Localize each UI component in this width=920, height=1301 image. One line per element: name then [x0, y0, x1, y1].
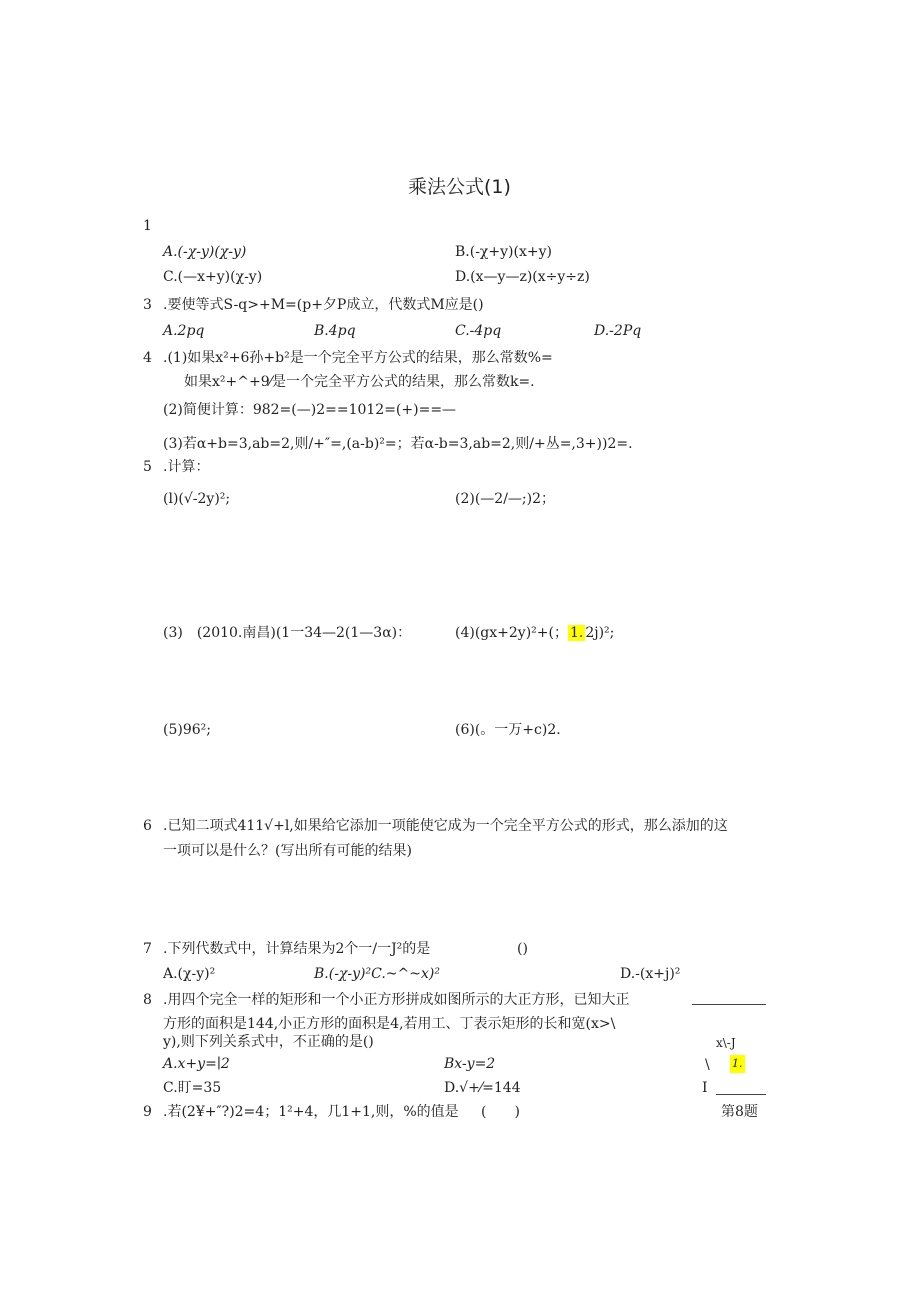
q9-stem: .若(2¥+″?)2=4；1²+4，几1+1,则，%的值是 [163, 1104, 459, 1120]
q5-part-5: (5)96²; [163, 722, 211, 738]
q7-answer-paren: () [517, 941, 528, 957]
q1-option-a: A.(-χ-y)(χ-y) [163, 244, 247, 260]
q5-part-4-pre: (4)(gx+2y)²+(； [455, 625, 568, 641]
q1-number: 1 [143, 218, 152, 234]
q4-line-1: .(1)如果x²+6孙+b²是一个完全平方公式的结果，那么常数%= [163, 350, 553, 366]
q5-part-1: (l)(√-2y)²; [163, 491, 231, 507]
q5-part-4 [455, 624, 614, 642]
q9-answer-paren: ( ) [481, 1104, 520, 1120]
q5-part-4-post: 2j)²; [585, 625, 615, 641]
q1-option-d: D.(x—y—z)(x÷y÷z) [455, 269, 590, 285]
q4-line-2: 如果x²+^+9⁄是一个完全平方公式的结果，那么常数k=. [184, 374, 535, 390]
figure-label-top: x\-J [716, 1036, 736, 1050]
q3-option-d: D.-2Pq [594, 323, 642, 339]
q1-option-b: B.(-χ+y)(x+y) [455, 244, 552, 260]
q3-stem: .要使等式S-q>+M=(p+夕P成立，代数式M应是() [163, 297, 484, 313]
q6-line-1: .已知二项式411√+l,如果给它添加一项能使它成为一个完全平方公式的形式，那么添加的这 [163, 818, 728, 834]
q7-option-d: D.-(x+j)² [620, 966, 681, 982]
q6-line-2: 一项可以是什么？(写出所有可能的结果) [163, 843, 412, 859]
q8-line-1: .用四个完全一样的矩形和一个小正方形拼成如图所示的大正方形，已知大正 [163, 992, 630, 1008]
q3-option-b: B.4pq [314, 323, 356, 339]
q3-option-a: A.2pq [163, 323, 205, 339]
figure-label-highlight: 1. [730, 1055, 745, 1073]
q5-number: 5 [143, 459, 152, 475]
q3-option-c: C.-4pq [455, 323, 502, 339]
q8-option-c: C.盯=35 [163, 1080, 222, 1096]
q3-number: 3 [143, 297, 152, 313]
q7-stem: .下列代数式中，计算结果为2个一/一J²的是 [163, 941, 431, 957]
q9-number: 9 [143, 1104, 152, 1120]
figure-label-mid: \ [705, 1057, 710, 1073]
q8-option-d: D.√+⁄=144 [444, 1080, 521, 1096]
q5-part-4-highlight: 1. [569, 625, 584, 641]
q1-option-c: C.(—x+y)(χ-y) [163, 269, 263, 285]
figure-bottom-edge [716, 1094, 766, 1095]
page-title: 乘法公式(1) [408, 176, 511, 198]
q5-part-3: (3) (2010.南昌)(1一34—2(1—3α)： [163, 625, 412, 641]
q8-option-a: A.x+y=∣2 [163, 1056, 230, 1072]
figure-label-bottom: I [702, 1080, 708, 1096]
q8-line-3: y),则下列关系式中，不正确的是() [163, 1034, 374, 1050]
q8-number: 8 [143, 992, 152, 1008]
q4-line-4: (3)若α+b=3,ab=2,则/+″=,(a-b)²=；若α-b=3,ab=2,则/+丛=,3+))2=. [163, 436, 633, 452]
q5-part-2: (2)(—2/—;)2； [455, 491, 556, 507]
q7-option-a: A.(χ-y)² [163, 966, 216, 982]
q6-number: 6 [143, 818, 152, 834]
figure-caption: 第8题 [721, 1104, 758, 1120]
q7-number: 7 [143, 941, 152, 957]
q5-part-6: (6)(。一万+c)2. [455, 722, 561, 738]
q8-option-b: Bx-y=2 [444, 1056, 496, 1072]
q4-number: 4 [143, 350, 152, 366]
figure-top-edge [692, 1004, 766, 1005]
q4-line-3: (2)简便计算：982=(—)2==1012=(+)==— [163, 402, 457, 418]
q7-option-bc: B.(-χ-y)²C.~^~x)² [314, 966, 440, 982]
q8-line-2: 方形的面积是144,小正方形的面积是4,若用工、丁表示矩形的长和宽(x>\ [163, 1016, 616, 1032]
q5-stem: .计算： [163, 459, 210, 475]
